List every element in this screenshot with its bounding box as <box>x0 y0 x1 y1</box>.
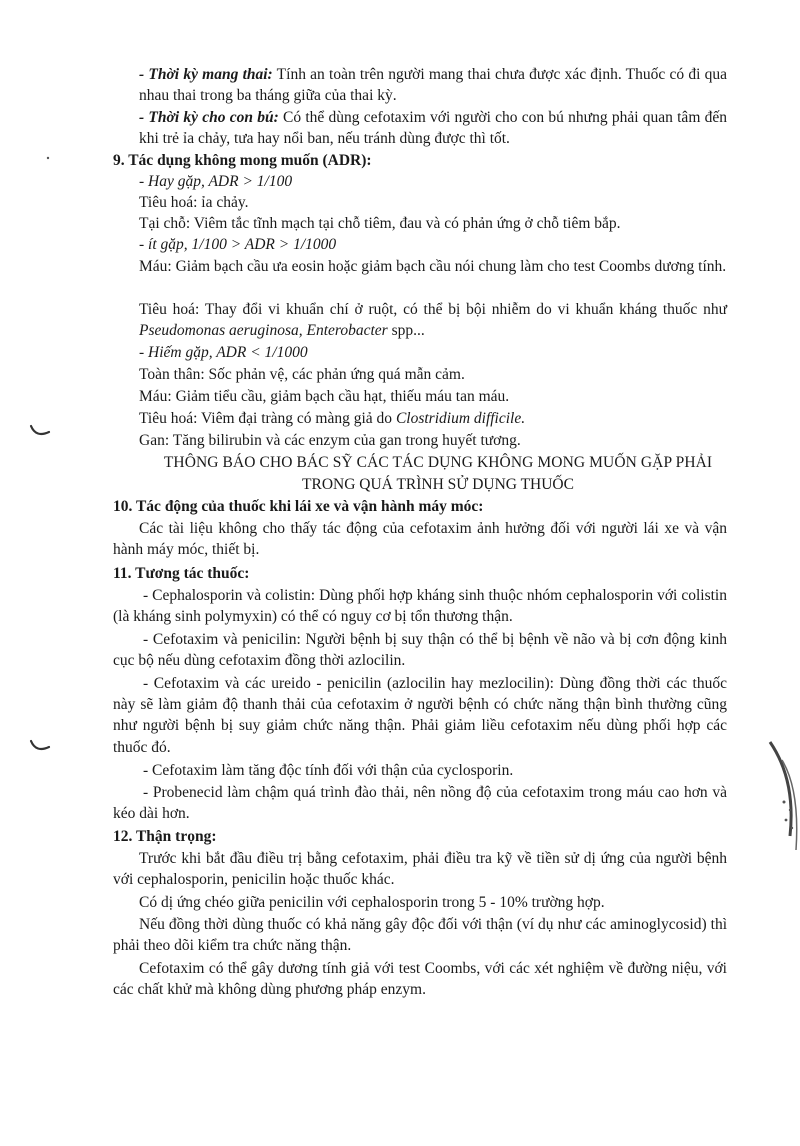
speck-mark <box>45 155 51 161</box>
adr-uncommon-label: - ít gặp, 1/100 > ADR > 1/1000 <box>139 236 337 253</box>
precaution-paragraph: Nếu đồng thời dùng thuốc có khả năng gây độc đối với thận (ví dụ như các aminoglycosid) thì phải theo dõi kiểm tra chức năng thận. <box>113 916 727 955</box>
lactation-paragraph <box>139 107 727 149</box>
adr-uncommon-gi-prefix: Tiêu hoá: Thay đổi vi khuẩn chí ở ruột, có thể bị bội nhiễm do vi khuẩn kháng thuốc như <box>139 301 727 318</box>
precautions-heading: 12. Thận trọng: <box>113 828 217 845</box>
adr-rare-systemic: Toàn thân: Sốc phản vệ, các phản ứng quá mẫn cảm. <box>139 366 465 383</box>
adr-common-label: - Hay gặp, ADR > 1/100 <box>139 173 293 190</box>
lactation-text: Có thể dùng cefotaxim với người cho con bú nhưng phải quan tâm đến khi trẻ ỉa chảy, tưa hay nổi ban, nếu tránh dùng được thì tốt. <box>139 109 727 148</box>
adr-uncommon-gi-suffix: spp... <box>391 322 425 340</box>
adr-common-line-1: Tiêu hoá: ỉa chảy. <box>139 194 249 211</box>
adr-common-line-2: Tại chỗ: Viêm tắc tĩnh mạch tại chỗ tiêm, đau và có phản ứng ở chỗ tiêm bắp. <box>139 215 621 232</box>
interaction-item: - Cefotaxim làm tăng độc tính đối với thận của cyclosporin. <box>143 762 514 779</box>
adr-heading: 9. Tác dụng không mong muốn (ADR): <box>113 152 372 169</box>
driving-text: Các tài liệu không cho thấy tác động của cefotaxim ảnh hưởng đối với người lái xe và vận hành máy móc, thiết bị. <box>113 520 727 559</box>
adr-uncommon-gi <box>139 299 727 341</box>
pregnancy-label: - Thời kỳ mang thai: <box>139 66 273 83</box>
punch-hole-mark <box>28 735 52 759</box>
interaction-item: - Cephalosporin và colistin: Dùng phối hợp kháng sinh thuộc nhóm cephalosporin với colistin (là kháng sinh polymyxin) có thể có nguy cơ bị tổn thương thận. <box>113 587 727 626</box>
lactation-label: - Thời kỳ cho con bú: <box>139 109 279 126</box>
precaution-paragraph: Trước khi bắt đầu điều trị bằng cefotaxim, phải điều tra kỹ về tiền sử dị ứng của người bệnh với cephalosporin, penicilin hoặc thuốc khác. <box>113 850 727 889</box>
punch-hole-mark <box>28 420 52 444</box>
interactions-heading: 11. Tương tác thuốc: <box>113 565 250 582</box>
interaction-item: - Cefotaxim và các ureido - penicilin (azlocilin hay mezlocilin): Dùng đồng thời các thuốc này sẽ làm giảm độ thanh thải của cefotaxim ở người bệnh có chức năng thận bình thường cũng như người bệnh bị suy giảm chức năng thận. Phải giảm liều cefotaxim nếu dùng phối hợp các thuốc đó. <box>113 675 727 756</box>
pregnancy-paragraph <box>139 64 727 106</box>
adr-rare-label: - Hiếm gặp, ADR < 1/1000 <box>139 344 308 361</box>
adr-rare-gi <box>139 408 739 429</box>
interaction-item: - Probenecid làm chậm quá trình đào thải, nên nồng độ của cefotaxim trong máu cao hơn và kéo dài hơn. <box>113 784 727 823</box>
adr-rare-gi-organism: Clostridium difficile. <box>395 410 526 427</box>
adr-uncommon-blood: Máu: Giảm bạch cầu ưa eosin hoặc giảm bạch cầu nói chung làm cho test Coombs dương tính. <box>139 258 727 275</box>
interaction-item: - Cefotaxim và penicilin: Người bệnh bị suy thận có thể bị bệnh về não và bị cơn động kinh cục bộ nếu dùng cefotaxim đồng thời azlocilin. <box>113 631 727 670</box>
adr-rare-gi-prefix: Tiêu hoá: Viêm đại tràng có màng giả do <box>139 410 393 427</box>
adr-rare-liver: Gan: Tăng bilirubin và các enzym của gan trong huyết tương. <box>139 432 521 449</box>
driving-heading: 10. Tác động của thuốc khi lái xe và vận hành máy móc: <box>113 498 484 515</box>
adr-notice-line-2: TRONG QUÁ TRÌNH SỬ DỤNG THUỐC <box>302 476 574 493</box>
adr-rare-blood: Máu: Giảm tiểu cầu, giảm bạch cầu hạt, thiếu máu tan máu. <box>139 388 510 405</box>
adr-uncommon-gi-organisms: Pseudomonas aeruginosa, Enterobacter <box>139 322 388 340</box>
precaution-paragraph: Có dị ứng chéo giữa penicilin với cephalosporin trong 5 - 10% trường hợp. <box>139 894 605 911</box>
pregnancy-text: Tính an toàn trên người mang thai chưa được xác định. Thuốc có đi qua nhau thai trong ba tháng giữa của thai kỳ. <box>139 66 728 105</box>
precaution-paragraph: Cefotaxim có thể gây dương tính giả với test Coombs, với các xét nghiệm về đường niệu, với các chất khử mà không dùng phương pháp enzym. <box>113 960 727 999</box>
adr-notice-line-1: THÔNG BÁO CHO BÁC SỸ CÁC TÁC DỤNG KHÔNG MONG MUỐN GẶP PHẢI <box>163 454 713 471</box>
partial-stamp-image <box>760 740 800 860</box>
